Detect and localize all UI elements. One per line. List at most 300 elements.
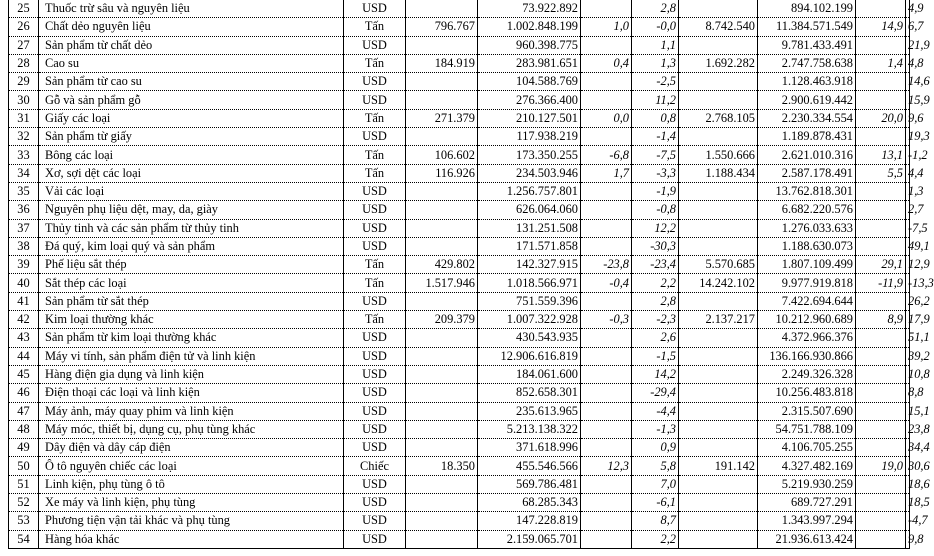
import-table: [8, 0, 934, 549]
table-row: [9, 274, 910, 292]
ytd-quantity-change-cell: [856, 402, 906, 420]
month-quantity-cell: [406, 420, 478, 438]
month-value-cell: 142.327.915: [478, 256, 581, 274]
item-name-cell: Sản phẩm từ sắt thép: [39, 292, 344, 310]
quantity-change-cell: -0,3: [581, 311, 632, 329]
ytd-value-cell: 1.807.109.499: [758, 256, 856, 274]
ytd-value-change-cell: 18,5: [906, 494, 910, 512]
month-value-cell: 68.285.343: [478, 494, 581, 512]
ytd-quantity-change-cell: 13,1: [856, 146, 906, 164]
month-quantity-cell: [406, 329, 478, 347]
item-name-cell: Chất dẻo nguyên liệu: [39, 18, 344, 36]
unit-cell: USD: [344, 420, 406, 438]
ytd-quantity-change-cell: 8,9: [856, 311, 906, 329]
table-row: [9, 384, 910, 402]
row-number-cell: 46: [9, 384, 39, 402]
item-name-cell: Giấy các loại: [39, 109, 344, 127]
unit-cell: USD: [344, 201, 406, 219]
unit-cell: Tấn: [344, 54, 406, 72]
item-name-cell: Xe máy và linh kiện, phụ tùng: [39, 494, 344, 512]
quantity-change-cell: [581, 494, 632, 512]
table-row: [9, 164, 910, 182]
row-number-cell: 32: [9, 128, 39, 146]
ytd-value-change-cell: 4,8: [906, 54, 910, 72]
ytd-value-cell: 1.128.463.918: [758, 73, 856, 91]
item-name-cell: Ô tô nguyên chiếc các loại: [39, 457, 344, 475]
ytd-value-change-cell: 39,2: [906, 347, 910, 365]
ytd-quantity-change-cell: [856, 91, 906, 109]
table-row: [9, 256, 910, 274]
ytd-value-change-cell: -13,3: [906, 274, 910, 292]
quantity-change-cell: [581, 36, 632, 54]
quantity-change-cell: [581, 73, 632, 91]
item-name-cell: Hàng điện gia dụng và linh kiện: [39, 365, 344, 383]
month-quantity-cell: 271.379: [406, 109, 478, 127]
quantity-change-cell: [581, 91, 632, 109]
table-row: [9, 219, 910, 237]
month-value-cell: 430.543.935: [478, 329, 581, 347]
table-row: [9, 237, 910, 255]
ytd-quantity-change-cell: [856, 182, 906, 200]
value-change-cell: -4,4: [632, 402, 679, 420]
item-name-cell: Phế liệu sắt thép: [39, 256, 344, 274]
ytd-quantity-cell: [679, 329, 758, 347]
ytd-quantity-cell: 8.742.540: [679, 18, 758, 36]
quantity-change-cell: [581, 201, 632, 219]
item-name-cell: Điện thoại các loại và linh kiện: [39, 384, 344, 402]
value-change-cell: -0,0: [632, 18, 679, 36]
month-quantity-cell: [406, 219, 478, 237]
quantity-change-cell: [581, 365, 632, 383]
ytd-value-cell: 21.936.613.424: [758, 530, 856, 548]
row-number-cell: 52: [9, 494, 39, 512]
row-number-cell: 51: [9, 475, 39, 493]
month-value-cell: 184.061.600: [478, 365, 581, 383]
unit-cell: USD: [344, 91, 406, 109]
value-change-cell: 1,1: [632, 36, 679, 54]
item-name-cell: Cao su: [39, 54, 344, 72]
ytd-value-cell: 5.219.930.259: [758, 475, 856, 493]
table-row: [9, 494, 910, 512]
value-change-cell: 14,2: [632, 365, 679, 383]
table-row: [9, 292, 910, 310]
ytd-quantity-change-cell: 5,5: [856, 164, 906, 182]
unit-cell: USD: [344, 36, 406, 54]
quantity-change-cell: -6,8: [581, 146, 632, 164]
quantity-change-cell: 1,7: [581, 164, 632, 182]
ytd-quantity-change-cell: [856, 384, 906, 402]
item-name-cell: Thủy tinh và các sản phẩm từ thủy tinh: [39, 219, 344, 237]
ytd-value-cell: 9.781.433.491: [758, 36, 856, 54]
ytd-quantity-change-cell: [856, 0, 906, 18]
item-name-cell: Máy móc, thiết bị, dụng cụ, phụ tùng khác: [39, 420, 344, 438]
data-sheet: [8, 0, 934, 549]
row-number-cell: 25: [9, 0, 39, 18]
item-name-cell: Dây điện và dây cáp điện: [39, 439, 344, 457]
unit-cell: Tấn: [344, 164, 406, 182]
ytd-quantity-change-cell: [856, 365, 906, 383]
value-change-cell: 2,8: [632, 292, 679, 310]
value-change-cell: 0,8: [632, 109, 679, 127]
ytd-value-cell: 689.727.291: [758, 494, 856, 512]
ytd-quantity-cell: 1.188.434: [679, 164, 758, 182]
quantity-change-cell: [581, 128, 632, 146]
row-number-cell: 48: [9, 420, 39, 438]
month-quantity-cell: [406, 347, 478, 365]
ytd-quantity-change-cell: [856, 329, 906, 347]
value-change-cell: -30,3: [632, 237, 679, 255]
item-name-cell: Sản phẩm từ kim loại thường khác: [39, 329, 344, 347]
unit-cell: USD: [344, 512, 406, 530]
value-change-cell: 1,3: [632, 54, 679, 72]
unit-cell: USD: [344, 384, 406, 402]
month-quantity-cell: [406, 494, 478, 512]
value-change-cell: 5,8: [632, 457, 679, 475]
ytd-quantity-change-cell: [856, 219, 906, 237]
ytd-quantity-cell: [679, 402, 758, 420]
ytd-quantity-change-cell: [856, 475, 906, 493]
value-change-cell: -1,5: [632, 347, 679, 365]
ytd-value-cell: 2.747.758.638: [758, 54, 856, 72]
quantity-change-cell: [581, 0, 632, 18]
month-quantity-cell: 429.802: [406, 256, 478, 274]
table-row: [9, 201, 910, 219]
quantity-change-cell: [581, 475, 632, 493]
ytd-quantity-change-cell: 14,9: [856, 18, 906, 36]
ytd-quantity-change-cell: [856, 237, 906, 255]
table-row: [9, 73, 910, 91]
table-row: [9, 0, 910, 18]
unit-cell: Chiếc: [344, 457, 406, 475]
unit-cell: USD: [344, 219, 406, 237]
item-name-cell: Sản phẩm từ chất dẻo: [39, 36, 344, 54]
ytd-value-change-cell: 10,8: [906, 365, 910, 383]
ytd-value-cell: 13.762.818.301: [758, 182, 856, 200]
quantity-change-cell: 12,3: [581, 457, 632, 475]
unit-cell: USD: [344, 494, 406, 512]
month-value-cell: 234.503.946: [478, 164, 581, 182]
ytd-value-cell: 11.384.571.549: [758, 18, 856, 36]
month-value-cell: 73.922.892: [478, 0, 581, 18]
table-row: [9, 128, 910, 146]
ytd-value-cell: 10.212.960.689: [758, 311, 856, 329]
ytd-quantity-cell: [679, 347, 758, 365]
ytd-value-change-cell: 9,8: [906, 530, 910, 548]
unit-cell: USD: [344, 402, 406, 420]
quantity-change-cell: [581, 439, 632, 457]
ytd-value-cell: 4.327.482.169: [758, 457, 856, 475]
ytd-value-change-cell: 18,6: [906, 475, 910, 493]
unit-cell: USD: [344, 530, 406, 548]
item-name-cell: Hàng hóa khác: [39, 530, 344, 548]
ytd-value-cell: 1.189.878.431: [758, 128, 856, 146]
ytd-quantity-cell: [679, 475, 758, 493]
ytd-quantity-change-cell: [856, 494, 906, 512]
item-name-cell: Phương tiện vận tải khác và phụ tùng: [39, 512, 344, 530]
item-name-cell: Vải các loại: [39, 182, 344, 200]
ytd-quantity-cell: [679, 73, 758, 91]
month-value-cell: 2.159.065.701: [478, 530, 581, 548]
month-quantity-cell: 18.350: [406, 457, 478, 475]
month-value-cell: 5.213.138.322: [478, 420, 581, 438]
ytd-quantity-change-cell: [856, 292, 906, 310]
ytd-quantity-cell: [679, 182, 758, 200]
month-value-cell: 283.981.651: [478, 54, 581, 72]
ytd-value-change-cell: 51,1: [906, 329, 910, 347]
month-quantity-cell: [406, 439, 478, 457]
table-row: [9, 18, 910, 36]
table-row: [9, 146, 910, 164]
row-number-cell: 44: [9, 347, 39, 365]
ytd-quantity-change-cell: [856, 201, 906, 219]
row-number-cell: 27: [9, 36, 39, 54]
item-name-cell: Sản phẩm từ cao su: [39, 73, 344, 91]
row-number-cell: 42: [9, 311, 39, 329]
unit-cell: Tấn: [344, 311, 406, 329]
row-number-cell: 35: [9, 182, 39, 200]
ytd-value-cell: 1.188.630.073: [758, 237, 856, 255]
month-quantity-cell: [406, 36, 478, 54]
quantity-change-cell: [581, 182, 632, 200]
row-number-cell: 38: [9, 237, 39, 255]
month-value-cell: 171.571.858: [478, 237, 581, 255]
ytd-quantity-cell: [679, 219, 758, 237]
month-quantity-cell: 1.517.946: [406, 274, 478, 292]
ytd-value-change-cell: 26,2: [906, 292, 910, 310]
month-quantity-cell: [406, 128, 478, 146]
ytd-value-cell: 2.230.334.554: [758, 109, 856, 127]
item-name-cell: Thuốc trừ sâu và nguyên liệu: [39, 0, 344, 18]
item-name-cell: Đá quý, kim loại quý và sản phẩm: [39, 237, 344, 255]
ytd-value-cell: 894.102.199: [758, 0, 856, 18]
row-number-cell: 29: [9, 73, 39, 91]
unit-cell: Tấn: [344, 146, 406, 164]
month-value-cell: 104.588.769: [478, 73, 581, 91]
month-quantity-cell: [406, 0, 478, 18]
month-quantity-cell: [406, 402, 478, 420]
table-row: [9, 365, 910, 383]
ytd-value-change-cell: 15,9: [906, 91, 910, 109]
quantity-change-cell: 0,4: [581, 54, 632, 72]
month-value-cell: 131.251.508: [478, 219, 581, 237]
ytd-quantity-cell: [679, 292, 758, 310]
row-number-cell: 47: [9, 402, 39, 420]
ytd-value-change-cell: 4,9: [906, 0, 910, 18]
ytd-quantity-change-cell: -11,9: [856, 274, 906, 292]
ytd-value-cell: 136.166.930.866: [758, 347, 856, 365]
ytd-quantity-cell: [679, 512, 758, 530]
ytd-quantity-cell: 1.692.282: [679, 54, 758, 72]
ytd-value-cell: 6.682.220.576: [758, 201, 856, 219]
quantity-change-cell: [581, 329, 632, 347]
quantity-change-cell: -23,8: [581, 256, 632, 274]
ytd-quantity-cell: 2.137.217: [679, 311, 758, 329]
ytd-value-change-cell: 6,7: [906, 18, 910, 36]
month-value-cell: 852.658.301: [478, 384, 581, 402]
unit-cell: USD: [344, 329, 406, 347]
ytd-quantity-change-cell: [856, 347, 906, 365]
ytd-value-cell: 2.249.326.328: [758, 365, 856, 383]
ytd-quantity-cell: [679, 439, 758, 457]
item-name-cell: Sản phẩm từ giấy: [39, 128, 344, 146]
ytd-quantity-cell: 191.142: [679, 457, 758, 475]
value-change-cell: -2,5: [632, 73, 679, 91]
ytd-value-cell: 54.751.788.109: [758, 420, 856, 438]
ytd-value-change-cell: 19,3: [906, 128, 910, 146]
table-row: [9, 109, 910, 127]
row-number-cell: 53: [9, 512, 39, 530]
ytd-quantity-cell: [679, 0, 758, 18]
month-value-cell: 1.002.848.199: [478, 18, 581, 36]
item-name-cell: Gỗ và sản phẩm gỗ: [39, 91, 344, 109]
month-quantity-cell: [406, 292, 478, 310]
row-number-cell: 34: [9, 164, 39, 182]
value-change-cell: -1,3: [632, 420, 679, 438]
ytd-quantity-change-cell: [856, 439, 906, 457]
value-change-cell: 2,6: [632, 329, 679, 347]
month-value-cell: 1.007.322.928: [478, 311, 581, 329]
unit-cell: Tấn: [344, 274, 406, 292]
unit-cell: USD: [344, 0, 406, 18]
ytd-quantity-change-cell: 29,1: [856, 256, 906, 274]
ytd-value-cell: 2.900.619.442: [758, 91, 856, 109]
quantity-change-cell: [581, 219, 632, 237]
month-quantity-cell: [406, 365, 478, 383]
month-value-cell: 1.018.566.971: [478, 274, 581, 292]
ytd-value-cell: 1.343.997.294: [758, 512, 856, 530]
item-name-cell: Nguyên phụ liệu dệt, may, da, giày: [39, 201, 344, 219]
item-name-cell: Kim loại thường khác: [39, 311, 344, 329]
ytd-quantity-cell: [679, 494, 758, 512]
ytd-value-cell: 4.372.966.376: [758, 329, 856, 347]
month-quantity-cell: [406, 384, 478, 402]
ytd-value-change-cell: 17,9: [906, 311, 910, 329]
item-name-cell: Máy vi tính, sản phẩm điện tử và linh kiện: [39, 347, 344, 365]
month-quantity-cell: 796.767: [406, 18, 478, 36]
month-quantity-cell: [406, 182, 478, 200]
item-name-cell: Linh kiện, phụ tùng ô tô: [39, 475, 344, 493]
quantity-change-cell: [581, 402, 632, 420]
table-row: [9, 54, 910, 72]
ytd-quantity-cell: [679, 201, 758, 219]
ytd-value-cell: 9.977.919.818: [758, 274, 856, 292]
ytd-value-change-cell: -4,7: [906, 512, 910, 530]
ytd-value-change-cell: 30,6: [906, 457, 910, 475]
month-value-cell: 626.064.060: [478, 201, 581, 219]
value-change-cell: -7,5: [632, 146, 679, 164]
ytd-value-change-cell: 14,6: [906, 73, 910, 91]
quantity-change-cell: [581, 530, 632, 548]
row-number-cell: 45: [9, 365, 39, 383]
table-row: [9, 475, 910, 493]
row-number-cell: 31: [9, 109, 39, 127]
value-change-cell: 2,8: [632, 0, 679, 18]
ytd-quantity-cell: [679, 530, 758, 548]
row-number-cell: 41: [9, 292, 39, 310]
unit-cell: Tấn: [344, 109, 406, 127]
unit-cell: USD: [344, 439, 406, 457]
ytd-quantity-cell: [679, 91, 758, 109]
table-row: [9, 347, 910, 365]
row-number-cell: 28: [9, 54, 39, 72]
month-quantity-cell: [406, 201, 478, 219]
unit-cell: USD: [344, 237, 406, 255]
item-name-cell: Bông các loại: [39, 146, 344, 164]
table-row: [9, 311, 910, 329]
ytd-quantity-cell: 5.570.685: [679, 256, 758, 274]
value-change-cell: 0,9: [632, 439, 679, 457]
ytd-quantity-change-cell: [856, 420, 906, 438]
ytd-value-change-cell: 23,8: [906, 420, 910, 438]
ytd-quantity-change-cell: 19,0: [856, 457, 906, 475]
ytd-value-change-cell: 49,1: [906, 237, 910, 255]
unit-cell: USD: [344, 128, 406, 146]
row-number-cell: 26: [9, 18, 39, 36]
table-body: [9, 0, 934, 548]
month-quantity-cell: 184.919: [406, 54, 478, 72]
ytd-value-cell: 2.587.178.491: [758, 164, 856, 182]
quantity-change-cell: 1,0: [581, 18, 632, 36]
value-change-cell: 2,2: [632, 274, 679, 292]
ytd-quantity-cell: [679, 128, 758, 146]
month-quantity-cell: [406, 475, 478, 493]
quantity-change-cell: 0,0: [581, 109, 632, 127]
item-name-cell: Sắt thép các loại: [39, 274, 344, 292]
table-row: [9, 457, 910, 475]
ytd-value-cell: 2.315.507.690: [758, 402, 856, 420]
month-quantity-cell: [406, 530, 478, 548]
table-row: [9, 439, 910, 457]
value-change-cell: 7,0: [632, 475, 679, 493]
month-value-cell: 117.938.219: [478, 128, 581, 146]
ytd-quantity-change-cell: [856, 512, 906, 530]
month-value-cell: 751.559.396: [478, 292, 581, 310]
month-value-cell: 235.613.965: [478, 402, 581, 420]
quantity-change-cell: [581, 420, 632, 438]
row-number-cell: 39: [9, 256, 39, 274]
quantity-change-cell: [581, 384, 632, 402]
ytd-quantity-cell: [679, 420, 758, 438]
month-value-cell: 960.398.775: [478, 36, 581, 54]
ytd-quantity-change-cell: [856, 128, 906, 146]
row-number-cell: 37: [9, 219, 39, 237]
value-change-cell: -6,1: [632, 494, 679, 512]
month-value-cell: 371.618.996: [478, 439, 581, 457]
ytd-quantity-cell: 14.242.102: [679, 274, 758, 292]
item-name-cell: Máy ảnh, máy quay phim và linh kiện: [39, 402, 344, 420]
row-number-cell: 36: [9, 201, 39, 219]
unit-cell: USD: [344, 292, 406, 310]
quantity-change-cell: [581, 512, 632, 530]
value-change-cell: -29,4: [632, 384, 679, 402]
value-change-cell: -1,9: [632, 182, 679, 200]
month-value-cell: 173.350.255: [478, 146, 581, 164]
ytd-quantity-cell: [679, 365, 758, 383]
unit-cell: USD: [344, 73, 406, 91]
ytd-quantity-change-cell: [856, 36, 906, 54]
row-number-cell: 49: [9, 439, 39, 457]
ytd-value-change-cell: 9,6: [906, 109, 910, 127]
month-value-cell: 276.366.400: [478, 91, 581, 109]
ytd-value-cell: 7.422.694.644: [758, 292, 856, 310]
unit-cell: USD: [344, 365, 406, 383]
unit-cell: Tấn: [344, 256, 406, 274]
ytd-value-cell: 2.621.010.316: [758, 146, 856, 164]
ytd-value-change-cell: 8,8: [906, 384, 910, 402]
ytd-value-change-cell: -7,5: [906, 219, 910, 237]
ytd-value-change-cell: 34,4: [906, 439, 910, 457]
month-value-cell: 455.546.566: [478, 457, 581, 475]
